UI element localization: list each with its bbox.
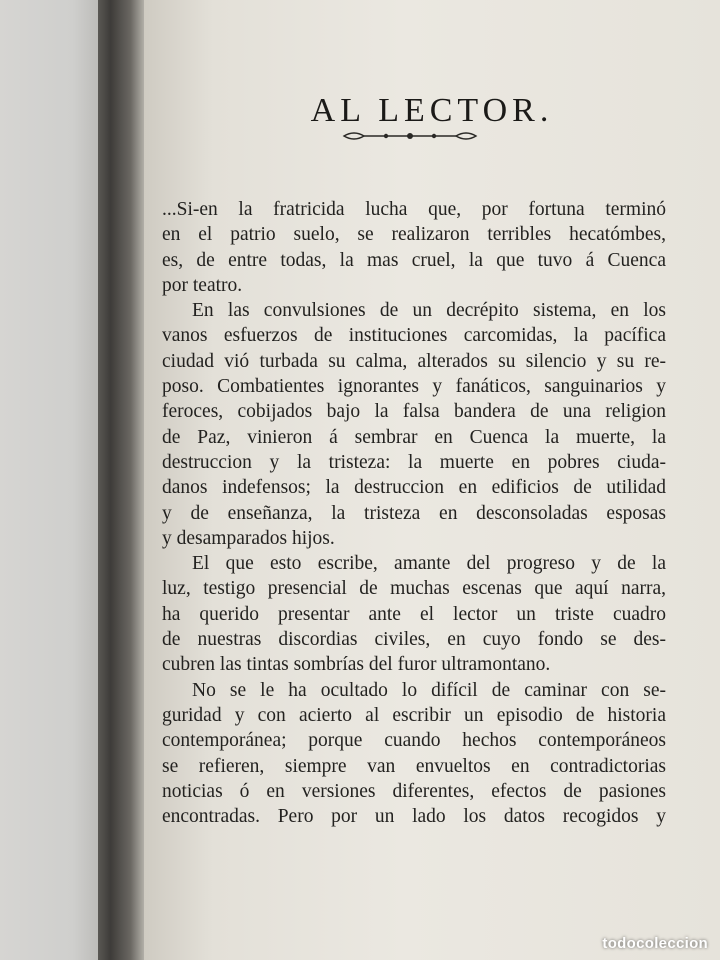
text-line: cubren las tintas sombrías del furor ultramontano. <box>162 654 551 676</box>
ornament-flourish <box>340 128 480 144</box>
paragraph <box>162 298 666 551</box>
text-line: danos indefensos; la destruccion en edificios de utilidad <box>162 477 666 499</box>
text-line: ciudad vió turbada su calma, alterados su silencio y su re- <box>162 350 666 372</box>
text-line: noticias ó en versiones diferentes, efectos de pasiones <box>162 780 666 802</box>
book-gutter <box>98 0 148 960</box>
text-line: En las convulsiones de un decrépito sistema, en los <box>192 300 666 322</box>
text-line: ha querido presentar ante el lector un triste cuadro <box>162 603 666 625</box>
body-text <box>162 197 666 829</box>
text-line: de Paz, vinieron á sembrar en Cuenca la muerte, la <box>162 426 666 448</box>
text-line: por teatro. <box>162 274 243 296</box>
text-line: luz, testigo presencial de muchas escenas que aquí narra, <box>162 578 666 600</box>
text-line: es, de entre todas, la mas cruel, la que tuvo á Cuenca <box>162 249 666 271</box>
paragraph <box>162 551 666 677</box>
text-line: vanos esfuerzos de instituciones carcomidas, la pacífica <box>162 325 666 347</box>
paragraph <box>162 197 666 298</box>
text-line: poso. Combatientes ignorantes y fanáticos, sanguinarios y <box>162 376 666 398</box>
text-line: contemporánea; porque cuando hechos contemporáneos <box>162 730 666 752</box>
text-line: ...Si-en la fratricida lucha que, por fortuna terminó <box>162 199 666 220</box>
facing-page <box>0 0 104 960</box>
text-line: encontradas. Pero por un lado los datos recogidos y <box>162 806 666 828</box>
text-line: destruccion y la tristeza: la muerte en pobres ciuda- <box>162 451 666 473</box>
text-line: No se le ha ocultado lo difícil de caminar con se- <box>192 679 666 701</box>
page-title: AL LECTOR. <box>310 92 554 129</box>
book-page <box>144 0 720 960</box>
text-line: feroces, cobijados bajo la falsa bandera de una religion <box>162 401 666 423</box>
text-line: de nuestras discordias civiles, en cuyo fondo se des- <box>162 629 666 651</box>
text-line: El que esto escribe, amante del progreso y de la <box>192 553 666 575</box>
text-line: y desamparados hijos. <box>162 527 335 549</box>
text-line: guridad y con acierto al escribir un episodio de historia <box>162 704 666 726</box>
text-line: en el patrio suelo, se realizaron terribles hecatómbes, <box>162 224 666 246</box>
watermark-logo: todocoleccion <box>602 935 708 952</box>
paragraph <box>162 678 666 830</box>
text-line: se refieren, siempre van envueltos en contradictorias <box>162 755 666 777</box>
text-line: y de enseñanza, la tristeza en desconsoladas esposas <box>162 502 666 524</box>
